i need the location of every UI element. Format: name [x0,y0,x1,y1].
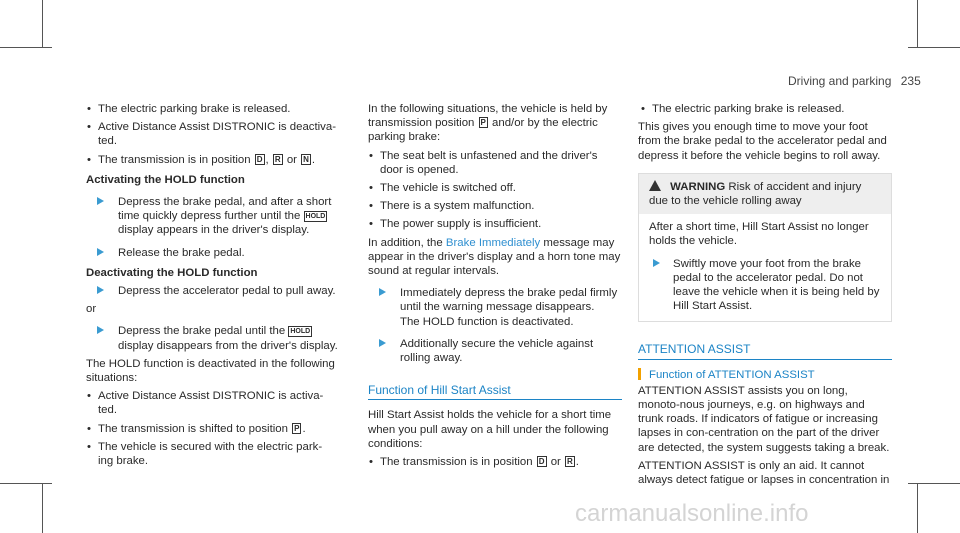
paragraph: This gives you enough time to move your foot from the brake pedal to the accelerator pedal and depress it before the vehicle begins to roll away. [638,121,887,162]
crop-mark [917,483,918,533]
or-text: or [86,303,97,316]
list-item: • The transmission is in position D , R or N . [86,153,346,167]
watermark: carmanualsonline.info [575,500,809,527]
hold-icon: HOLD [305,213,326,221]
gear-d-icon: D [538,457,545,467]
gear-r-icon: R [274,154,281,164]
heading-activating-hold: Activating the HOLD function [86,173,245,186]
list-item: • The transmission is in position D or R . [368,455,622,469]
crop-mark [908,483,960,484]
paragraph: In the following situations, the vehicle is held by transmission position P and/or by the electric parking brake: [368,103,608,144]
step-arrow-icon [97,197,104,205]
warning-header [639,174,891,214]
heading-deactivating-hold: Deactivating the HOLD function [86,266,258,279]
page-number: 235 [900,74,921,88]
step-arrow-icon [379,288,386,296]
column-middle [368,102,622,473]
list-item: • The transmission is shifted to position P . [86,422,346,436]
list-item: • Active Distance Assist DISTRONIC is deactiva- ted. [86,120,346,148]
section-heading-hill-start: Function of Hill Start Assist [368,383,622,400]
list-item: • The power supply is insufficient. [368,217,622,231]
gear-r-icon: R [567,457,573,467]
step-item: Depress the brake pedal until the HOLD display disappears from the driver's display. [86,324,346,352]
column-right [638,102,892,491]
list-item: • The vehicle is switched off. [368,181,622,195]
step-item: Depress the accelerator pedal to pull away. [86,284,346,298]
gear-n-icon: N [303,154,309,164]
step-item: Release the brake pedal. [86,246,346,260]
step-arrow-icon [97,248,104,256]
section-title: Driving and parking [788,74,892,88]
list-item: • Active Distance Assist DISTRONIC is activa- ted. [86,389,346,417]
paragraph: In addition, the Brake Immediately message may appear in the driver's display and a horn tone may sound at regular intervals. [368,236,621,278]
gear-d-icon: D [256,154,263,164]
step-item: Immediately depress the brake pedal firmly until the warning message disappears. The HOLD function is deactivated. [368,286,622,329]
subheading: Function of ATTENTION ASSIST [638,368,892,382]
warning-body: After a short time, Hill Start Assist no longer holds the vehicle. Swiftly move your foot from the brake pedal to the accelerator pedal. Do not leave the vehicle when it is being held by Hill Start Assist. [639,214,891,321]
list-item: • There is a system malfunction. [368,199,622,213]
warning-label: WARNING [670,180,726,193]
column-left [86,102,346,472]
running-header [788,74,921,88]
list-item: • The vehicle is secured with the electric park- ing brake. [86,440,346,468]
section-heading-attention-assist: ATTENTION ASSIST [638,342,892,359]
crop-mark [42,483,43,533]
paragraph: The HOLD function is deactivated in the following situations: [86,357,335,385]
paragraph: ATTENTION ASSIST assists you on long, monoto-nous journeys, e.g. on highways and trunk roads. If indicators of fatigue or increasing lapses in con-centration on the part of the driver are detected, the system suggests taking a break. [638,384,890,454]
paragraph: ATTENTION ASSIST is only an aid. It cannot always detect fatigue or lapses in concentration in [638,459,890,487]
display-message: Brake Immediately [445,236,541,249]
warning-box [638,173,892,323]
subheading-marker [638,368,641,380]
list-item: • The seat belt is unfastened and the driver's door is opened. [368,149,622,177]
crop-mark [908,47,960,48]
crop-mark [0,483,52,484]
crop-mark [917,0,918,48]
step-arrow-icon [379,339,386,347]
crop-mark [0,47,52,48]
step-item: Additionally secure the vehicle against rolling away. [368,337,622,365]
hold-icon: HOLD [290,328,311,336]
step-arrow-icon [97,326,104,334]
step-item: Depress the brake pedal, and after a short time quickly depress further until the HOLD display appears in the driver's display. [86,195,346,238]
list-item: • The electric parking brake is released. [640,102,892,116]
warning-triangle-icon [649,180,661,191]
gear-p-icon: P [480,118,486,128]
paragraph: Hill Start Assist holds the vehicle for a short time when you pull away on a hill under the following conditions: [368,409,612,450]
crop-mark [42,0,43,48]
warning-text: Risk of accident and injury due to the vehicle rolling away [649,180,862,208]
step-item: Swiftly move your foot from the brake pedal to the accelerator pedal. Do not leave the vehicle when it is being held by Hill Start Assist. [649,257,883,314]
step-arrow-icon [97,286,104,294]
gear-p-icon: P [294,423,300,433]
list-item: • The electric parking brake is released. [86,102,346,116]
step-arrow-icon [653,259,660,267]
